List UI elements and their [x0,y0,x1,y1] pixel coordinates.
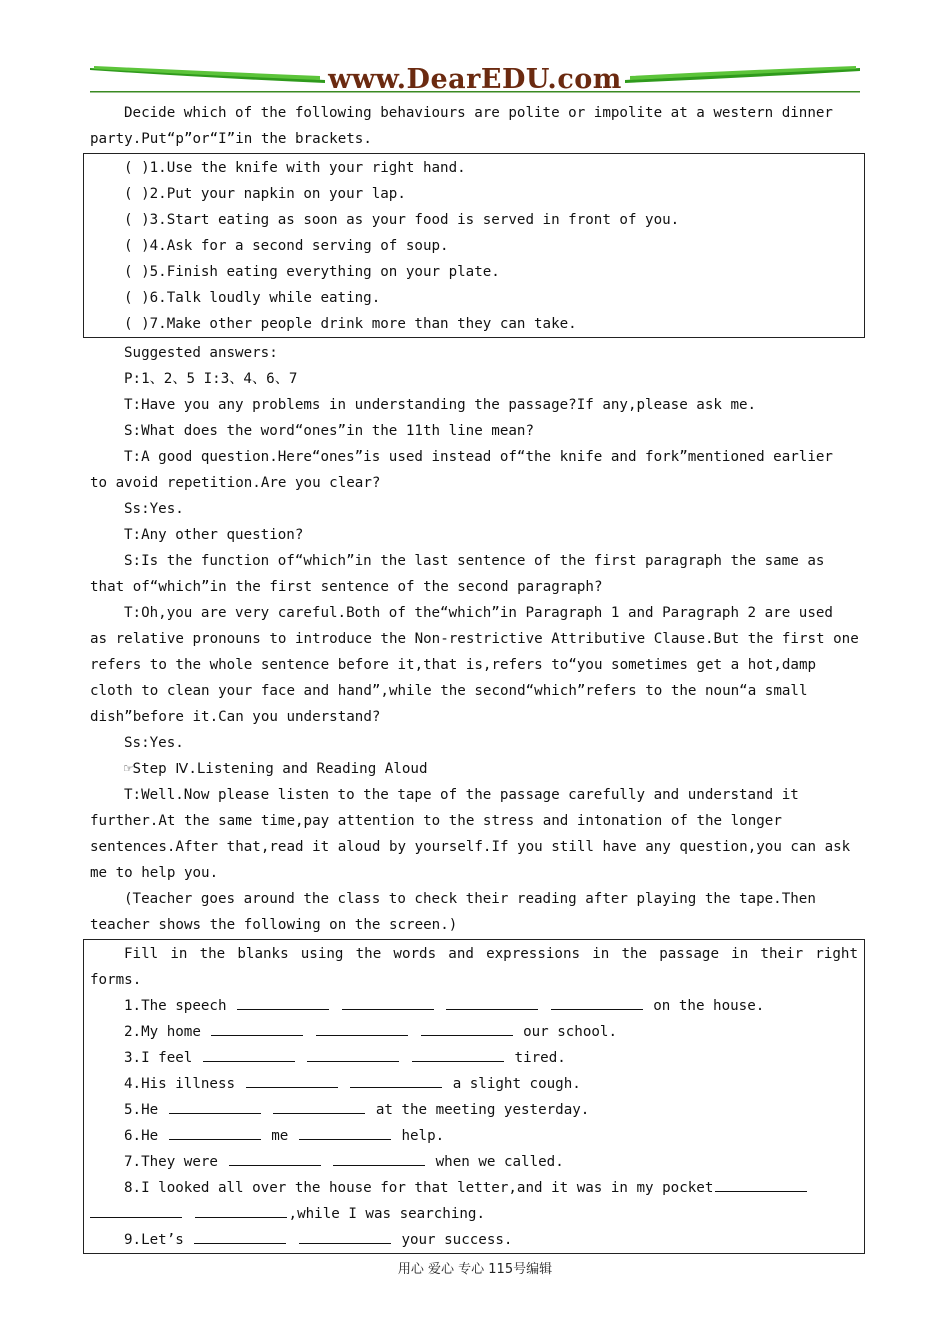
dialogue-line: S:What does the word“ones”in the 11th line mean? [124,423,534,439]
exercise-item [90,1045,858,1071]
item-8-text: 8.I looked all over the house for that letter,and it was in my pocket [124,1180,714,1196]
behaviour-list-box [83,153,865,338]
dialogue-line: Ss:Yes. [124,735,184,751]
answer-blank[interactable] [169,1125,261,1140]
item-8-text-end: ,while I was searching. [288,1206,486,1222]
answer-blank[interactable] [229,1151,321,1166]
exercise-item-text: 4.His illness [124,1076,236,1092]
answer-blank[interactable] [350,1073,442,1088]
dialogue-line: cloth to clean your face and hand”,while the second“which”refers to the noun“a small [90,683,808,699]
exercise-instruction: Fill in the blanks using the words and expressions in the passage in their right forms. [90,946,858,988]
answer-blank[interactable] [237,995,329,1010]
answer-blank[interactable] [316,1021,408,1036]
answer-blank[interactable] [299,1125,391,1140]
dialogue-line: as relative pronouns to introduce the Non-restrictive Attributive Clause.But the first one [90,631,859,647]
answer-blank[interactable] [203,1047,295,1062]
answer-blank[interactable] [551,995,643,1010]
behaviour-item: ( )3.Start eating as soon as your food is served in front of you. [124,212,680,228]
exercise-item [90,1149,858,1175]
dialogue-line: further.At the same time,pay attention to the stress and intonation of the longer [90,813,782,829]
exercise-item-text: at the meeting yesterday. [375,1102,590,1118]
intro-line-1: Decide which of the following behaviours are polite or impolite at a western dinner [124,105,833,121]
exercise-item-text: 6.He [124,1128,159,1144]
behaviour-item: ( )5.Finish eating everything on your plate. [124,264,500,280]
answer-blank[interactable] [194,1229,286,1244]
dialogue-line: sentences.After that,read it aloud by yourself.If you still have any question,you can ask [90,839,851,855]
answer-blank[interactable] [307,1047,399,1062]
dialogue-section [90,340,860,938]
exercise-item-text: 7.They were [124,1154,218,1170]
answer-blank[interactable] [342,995,434,1010]
dialogue-line: refers to the whole sentence before it,that is,refers to“you sometimes get a hot,damp [90,657,817,673]
dialogue-line: ☞Step Ⅳ.Listening and Reading Aloud [124,761,428,777]
exercise-item-text: 3.I feel [124,1050,193,1066]
document-body [90,100,860,1256]
exercise-item-text: a slight cough. [452,1076,581,1092]
exercise-item-text: me [271,1128,289,1144]
dialogue-line: T:Well.Now please listen to the tape of the passage carefully and understand it [124,787,799,803]
exercise-item-text: when we called. [435,1154,564,1170]
answer-blank[interactable] [299,1229,391,1244]
dialogue-line: P:1、2、5 I:3、4、6、7 [124,371,298,387]
answer-blank[interactable] [169,1099,261,1114]
item-9-pre: 9.Let’s [124,1232,184,1248]
dialogue-line: to avoid repetition.Are you clear? [90,475,381,491]
exercise-item-text: our school. [523,1024,618,1040]
fill-in-exercise-box [83,939,865,1254]
dialogue-line: teacher shows the following on the screen.) [90,917,458,933]
dialogue-line: Ss:Yes. [124,501,184,517]
behaviour-item: ( )4.Ask for a second serving of soup. [124,238,449,254]
behaviour-item: ( )6.Talk loudly while eating. [124,290,381,306]
dialogue-line: (Teacher goes around the class to check their reading after playing the tape.Then [124,891,816,907]
answer-blank[interactable] [211,1021,303,1036]
exercise-item [90,1097,858,1123]
dialogue-line: dish”before it.Can you understand? [90,709,381,725]
exercise-item-text: 1.The speech [124,998,227,1014]
answer-blank[interactable] [195,1203,287,1218]
answer-blank[interactable] [421,1021,513,1036]
exercise-item-8-cont [90,1201,858,1227]
exercise-item [90,993,858,1019]
answer-blank[interactable] [333,1151,425,1166]
exercise-item [90,1019,858,1045]
answer-blank[interactable] [90,1203,182,1218]
answer-blank[interactable] [273,1099,365,1114]
behaviour-item: ( )7.Make other people drink more than they can take. [124,316,577,332]
answer-blank[interactable] [446,995,538,1010]
exercise-item-text: help. [401,1128,445,1144]
exercise-item [90,1123,858,1149]
site-logo[interactable]: www.DearEDU.com [328,64,622,95]
answer-blank[interactable] [246,1073,338,1088]
dialogue-line: T:Have you any problems in understanding the passage?If any,please ask me. [124,397,757,413]
dialogue-line: T:Oh,you are very careful.Both of the“which”in Paragraph 1 and Paragraph 2 are used [124,605,833,621]
behaviour-item: ( )1.Use the knife with your right hand. [124,160,466,176]
behaviour-item: ( )2.Put your napkin on your lap. [124,186,406,202]
dialogue-line: T:A good question.Here“ones”is used instead of“the knife and fork”mentioned earlier [124,449,833,465]
dialogue-line: T:Any other question? [124,527,304,543]
intro-line-2: party.Put“p”or“I”in the brackets. [90,131,372,147]
exercise-item-text: 2.My home [124,1024,201,1040]
exercise-item-text: 5.He [124,1102,159,1118]
answer-blank[interactable] [412,1047,504,1062]
exercise-item-text: tired. [514,1050,566,1066]
dialogue-line: me to help you. [90,865,219,881]
page-footer: 用心 爱心 专心 115号编辑 [397,1262,553,1277]
dialogue-line: Suggested answers: [124,345,278,361]
item-9-post: your success. [401,1232,513,1248]
dialogue-line: S:Is the function of“which”in the last sentence of the first paragraph the same as [124,553,825,569]
site-header [90,62,860,98]
exercise-item [90,1071,858,1097]
exercise-items [90,993,858,1175]
dialogue-line: that of“which”in the first sentence of the second paragraph? [90,579,603,595]
exercise-item-8 [90,1175,858,1201]
exercise-item-9 [90,1227,858,1253]
answer-blank[interactable] [715,1177,807,1192]
exercise-item-text: on the house. [653,998,765,1014]
